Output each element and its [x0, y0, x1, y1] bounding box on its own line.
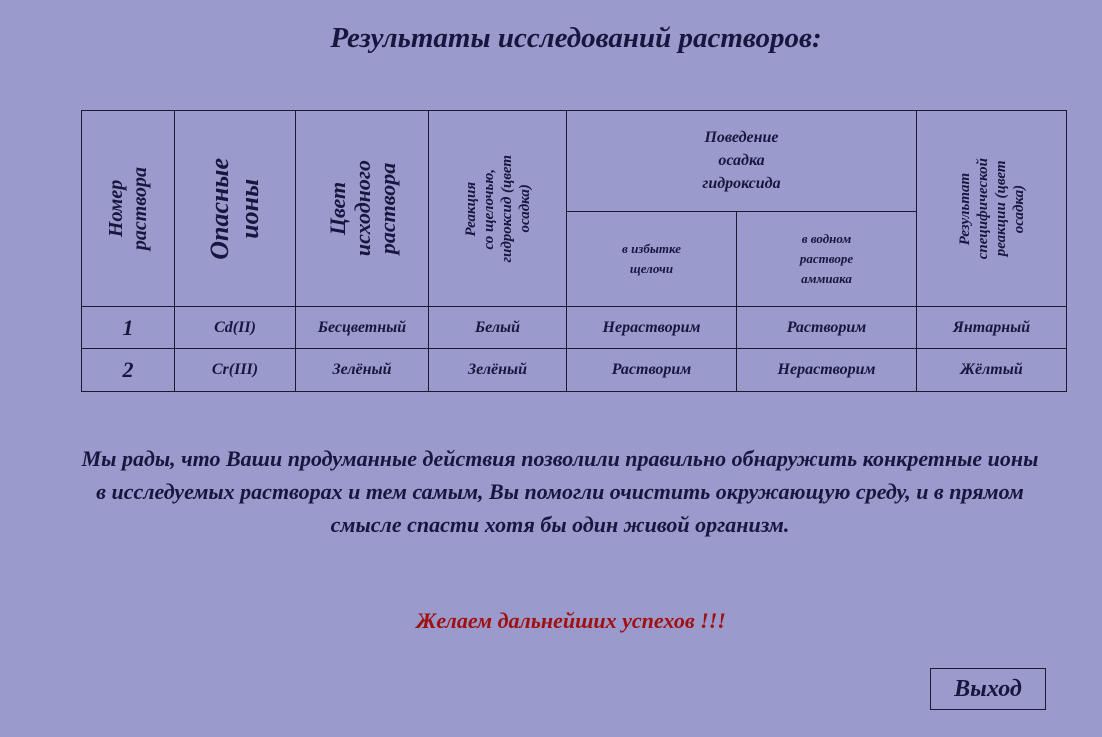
row-color: Зелёный — [296, 349, 429, 392]
row-result: Жёлтый — [917, 349, 1067, 392]
page-title: Результаты исследований растворов: — [330, 22, 822, 54]
header-result: Результат специфической реакции (цвет осадка) — [917, 111, 1067, 307]
table-row — [82, 349, 1067, 392]
table-header-row — [82, 111, 1067, 212]
header-ions: Опасные ионы — [175, 111, 296, 307]
row-reaction: Зелёный — [429, 349, 567, 392]
header-color: Цвет исходного раствора — [296, 111, 429, 307]
wish-text: Желаем дальнейших успехов !!! — [416, 608, 726, 633]
row-ammonia: Нерастворим — [737, 349, 917, 392]
row-result: Янтарный — [917, 307, 1067, 349]
row-color: Бесцветный — [296, 307, 429, 349]
table-row — [82, 307, 1067, 349]
header-behavior: Поведение осадка гидроксида — [567, 111, 917, 212]
header-excess-alkali: в избытке щелочи — [567, 211, 737, 307]
row-ammonia: Растворим — [737, 307, 917, 349]
row-reaction: Белый — [429, 307, 567, 349]
row-ions: Cr(III) — [175, 349, 296, 392]
row-number: 1 — [82, 307, 175, 349]
row-excess: Нерастворим — [567, 307, 737, 349]
congratulation-message: Мы рады, что Ваши продуманные действия позволили правильно обнаружить конкретные ионы в исследуемых растворах и тем самым, Вы помогли очистить окружающую среду, и в прямом смысле спасти хотя бы один живой организм. — [81, 446, 1039, 537]
results-table — [81, 110, 1067, 392]
row-ions: Cd(II) — [175, 307, 296, 349]
row-number: 2 — [82, 349, 175, 392]
exit-button[interactable]: Выход — [930, 668, 1046, 710]
header-ammonia: в водном растворе аммиака — [737, 211, 917, 307]
header-reaction: Реакция со щелочью, гидроксид (цвет осадка) — [429, 111, 567, 307]
row-excess: Растворим — [567, 349, 737, 392]
header-number: Номер раствора — [82, 111, 175, 307]
